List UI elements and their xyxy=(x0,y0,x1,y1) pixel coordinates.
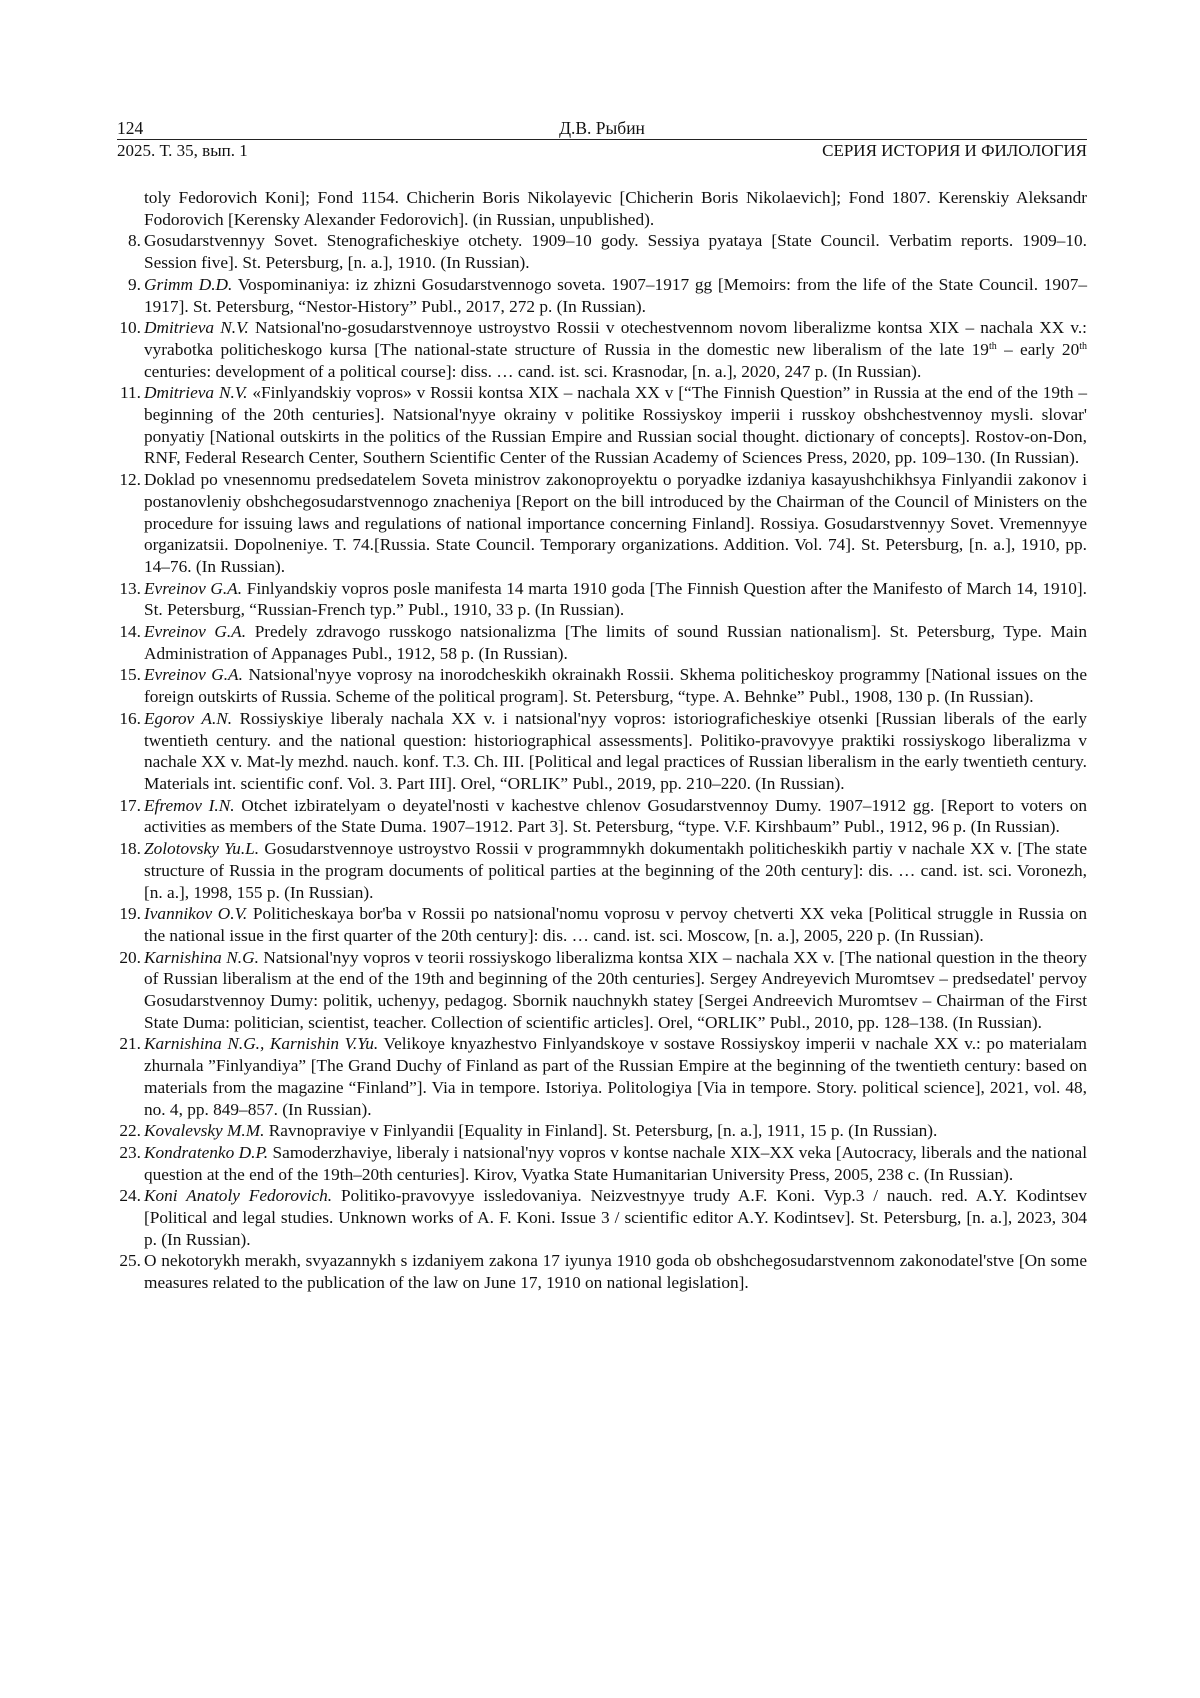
reference-text: Natsional'no-gosudarstvennoye ustroystvo Rossii v otechestvennom novom liberalizme kontsa XIX – nachala XX v.: vyrabotka politicheskogo kursa [The national-state structure of Russia in the domestic new liberalism of the late 19 xyxy=(144,318,1087,359)
reference-text: Natsional'nyye voprosy na inorodcheskikh okrainakh Rossii. Skhema politicheskoy programmy [National issues on the foreign outskirts of Russia. Scheme of the political program]. St. Petersburg, “type. A. Behnke” Publ., 1908, 130 p. (In Russian). xyxy=(144,665,1087,706)
reference-item-21 xyxy=(117,1033,1087,1120)
reference-item-16 xyxy=(117,708,1087,795)
reference-number: 23. xyxy=(103,1142,141,1164)
reference-item-17 xyxy=(117,795,1087,838)
reference-item-8 xyxy=(117,230,1087,273)
reference-authors: Dmitrieva N.V. xyxy=(144,318,249,337)
reference-number: 14. xyxy=(103,621,141,643)
reference-authors: Karnishina N.G. xyxy=(144,948,259,967)
reference-text: Gosudarstvennoye ustroystvo Rossii v programmnykh dokumentakh politicheskikh partiy v nachale XX v. [The state structure of Russia in the program documents of political parties at the beginning of the 20th century]: dis. … cand. ist. sci. Voronezh, [n. a.], 1998, 155 p. (In Russian). xyxy=(144,839,1087,901)
reference-text-mid: – early 20 xyxy=(997,340,1079,359)
reference-authors: Zolotovsky Yu.L. xyxy=(144,839,259,858)
reference-number: 17. xyxy=(103,795,141,817)
reference-number: 10. xyxy=(103,317,141,339)
reference-number: 15. xyxy=(103,664,141,686)
page-header xyxy=(117,118,1087,162)
reference-number: 16. xyxy=(103,708,141,730)
reference-text: Samoderzhaviye, liberaly i natsional'nyy vopros v kontse nachale XIX–XX veka [Autocracy, liberals and the national question at the end of the 19th–20th centuries]. Kirov, Vyatka State Humanitarian University Press, 2005, 238 c. (In Russian). xyxy=(144,1143,1087,1184)
header-row-top xyxy=(117,118,1087,139)
reference-item-9 xyxy=(117,274,1087,317)
reference-item-19 xyxy=(117,903,1087,946)
reference-text: Vospominaniya: iz zhizni Gosudarstvennogo soveta. 1907–1917 gg [Memoirs: from the life of the State Council. 1907–1917]. St. Petersburg, “Nestor-History” Publ., 2017, 272 p. (In Russian). xyxy=(144,275,1087,316)
reference-number: 12. xyxy=(103,469,141,491)
superscript-th: th xyxy=(989,341,997,352)
reference-continued: toly Fedorovich Koni]; Fond 1154. Chicherin Boris Nikolayevic [Chicherin Boris Nikolaevich]; Fond 1807. Kerenskiy Aleksandr Fodorovich [Kerensky Alexander Fedorovich]. (in Russian, unpublished). xyxy=(117,187,1087,230)
reference-item-13 xyxy=(117,578,1087,621)
reference-text: Politicheskaya bor'ba v Rossii po natsional'nomu voprosu v pervoy chetverti XX veka [Political struggle in Russia on the national issue in the first quarter of the 20th century]: dis. … cand. ist. sci. Moscow, [n. a.], 2005, 220 p. (In Russian). xyxy=(144,904,1087,945)
reference-authors: Dmitrieva N.V. xyxy=(144,383,247,402)
reference-number: 25. xyxy=(103,1250,141,1272)
reference-text: Politiko-pravovyye issledovaniya. Neizvestnyye trudy A.F. Koni. Vyp.3 / nauch. red. A.Y. Kodintsev [Political and legal studies. Unknown works of A. F. Koni. Issue 3 / scientific editor A.Y. Kodintsev]. St. Petersburg, [n. a.], 2023, 304 p. (In Russian). xyxy=(144,1186,1087,1248)
reference-number: 24. xyxy=(103,1185,141,1207)
reference-item-23 xyxy=(117,1142,1087,1185)
page-number: 124 xyxy=(117,118,143,139)
reference-authors: Ivannikov O.V. xyxy=(144,904,247,923)
journal-issue: 2025. Т. 35, вып. 1 xyxy=(117,140,248,162)
reference-item-22 xyxy=(117,1120,1087,1142)
reference-authors: Efremov I.N. xyxy=(144,796,235,815)
reference-number: 8. xyxy=(117,230,141,252)
reference-text: Velikoye knyazhestvo Finlyandskoye v sostave Rossiyskoy imperii v nachale XX v.: po materialam zhurnala ”Finlyandiya” [The Grand Duchy of Finland as part of the Russian Empire at the beginning of the twentieth century: based on materials from the magazine “Finland”]. Via in tempore. Istoriya. Politologiya [Via in tempore. Story. political science], 2021, vol. 48, no. 4, pp. 849–857. (In Russian). xyxy=(144,1034,1087,1118)
reference-text: «Finlyandskiy vopros» v Rossii kontsa XIX – nachala XX v [“The Finnish Question” in Russia at the end of the 19th – beginning of the 20th centuries]. Natsional'nyye okrainy v politike Rossiyskoy imperii i russkoy obshchestvennoy mysli. slovar' ponyatiy [National outskirts in the politics of the Russian Empire and Russian social thought. dictionary of concepts]. Rostov-on-Don, RNF, Federal Research Center, Southern Scientific Center of the Russian Academy of Sciences Press, 2020, pp. 109–130. (In Russian). xyxy=(144,383,1087,467)
reference-text: Otchet izbiratelyam o deyatel'nosti v kachestve chlenov Gosudarstvennoy Dumy. 1907–1912 gg. [Report to voters on activities as members of the State Duma. 1907–1912. Part 3]. St. Petersburg, “type. V.F. Kirshbaum” Publ., 1912, 96 p. (In Russian). xyxy=(144,796,1087,837)
reference-number: 18. xyxy=(103,838,141,860)
reference-authors: Egorov A.N. xyxy=(144,709,232,728)
reference-authors: Kondratenko D.P. xyxy=(144,1143,268,1162)
reference-text-end: centuries: development of a political course]: diss. … cand. ist. sci. Krasnodar, [n. a.], 2020, 247 p. (In Russian). xyxy=(144,362,921,381)
reference-text: Gosudarstvennyy Sovet. Stenograficheskiye otchety. 1909–10 gody. Sessiya pyataya [State Council. Verbatim reports. 1909–10. Session five]. St. Petersburg, [n. a.], 1910. (In Russian). xyxy=(144,231,1087,272)
reference-item-18 xyxy=(117,838,1087,903)
reference-text: Ravnopraviye v Finlyandii [Equality in Finland]. St. Petersburg, [n. a.], 1911, 15 p. (In Russian). xyxy=(269,1121,938,1140)
reference-authors: Evreinov G.A. xyxy=(144,665,243,684)
header-row-bottom xyxy=(117,139,1087,162)
reference-item-15 xyxy=(117,664,1087,707)
journal-series: СЕРИЯ ИСТОРИЯ И ФИЛОЛОГИЯ xyxy=(822,140,1087,162)
reference-number: 20. xyxy=(103,947,141,969)
reference-item-24 xyxy=(117,1185,1087,1250)
reference-number: 9. xyxy=(117,274,141,296)
reference-number: 21. xyxy=(103,1033,141,1055)
reference-text: Finlyandskiy vopros posle manifesta 14 marta 1910 goda [The Finnish Question after the Manifesto of March 14, 1910]. St. Petersburg, “Russian-French typ.” Publ., 1910, 33 p. (In Russian). xyxy=(144,579,1087,620)
reference-text: O nekotorykh merakh, svyazannykh s izdaniyem zakona 17 iyunya 1910 goda ob obshchegosudarstvennom zakonodatel'stve [On some measures related to the publication of the law on June 17, 1910 on national legislation]. xyxy=(144,1251,1087,1292)
reference-number: 19. xyxy=(103,903,141,925)
reference-item-10 xyxy=(117,317,1087,382)
reference-authors: Koni Anatoly Fedorovich. xyxy=(144,1186,332,1205)
reference-authors: Karnishina N.G., Karnishin V.Yu. xyxy=(144,1034,378,1053)
reference-item-25 xyxy=(117,1250,1087,1293)
reference-authors: Evreinov G.A. xyxy=(144,622,246,641)
reference-text: Rossiyskiye liberaly nachala XX v. i natsional'nyy vopros: istoriograficheskiye otsenki [Russian liberals of the early twentieth century. and the national question: historiographical assessments]. Politiko-pravovyye praktiki rossiyskogo liberalizma v nachale XX v. Mat-ly mezhd. nauch. konf. T.3. Ch. III. [Political and legal practices of Russian liberalism in the early twentieth century. Materials int. scientific conf. Vol. 3. Part III]. Orel, “ORLIK” Publ., 2019, pp. 210–220. (In Russian). xyxy=(144,709,1087,793)
running-author: Д.В. Рыбин xyxy=(117,118,1087,139)
superscript-th: th xyxy=(1079,341,1087,352)
reference-text: Natsional'nyy vopros v teorii rossiyskogo liberalizma kontsa XIX – nachala XX v. [The national question in the theory of Russian liberalism at the end of the 19th and beginning of the 20th centuries]. Sergey Andreyevich Muromtsev – predsedatel' pervoy Gosudarstvennoy Dumy: politik, uchenyy, pedagog. Sbornik nauchnykh statey [Sergei Andreevich Muromtsev – Chairman of the First State Duma: politician, scientist, teacher. Collection of scientific articles]. Orel, “ORLIK” Publ., 2010, pp. 128–138. (In Russian). xyxy=(144,948,1087,1032)
reference-list xyxy=(117,187,1087,1294)
reference-text: Predely zdravogo russkogo natsionalizma [The limits of sound Russian nationalism]. St. Petersburg, Type. Main Administration of Appanages Publ., 1912, 58 p. (In Russian). xyxy=(144,622,1087,663)
reference-item-14 xyxy=(117,621,1087,664)
reference-item-20 xyxy=(117,947,1087,1034)
reference-item-12 xyxy=(117,469,1087,578)
reference-number: 22. xyxy=(103,1120,141,1142)
reference-authors: Kovalevsky M.M. xyxy=(144,1121,264,1140)
reference-authors: Evreinov G.A. xyxy=(144,579,242,598)
reference-number: 13. xyxy=(103,578,141,600)
reference-item-11 xyxy=(117,382,1087,469)
reference-authors: Grimm D.D. xyxy=(144,275,232,294)
reference-text: Doklad po vnesennomu predsedatelem Soveta ministrov zakonoproyektu o poryadke izdaniya kasayushchikhsya Finlyandii zakonov i postanovleniy obshchegosudarstvennogo znacheniya [Report on the bill introduced by the Chairman of the Council of Ministers on the procedure for issuing laws and regulations of national importance concerning Finland]. Rossiya. Gosudarstvennyy Sovet. Vremennyye organizatsii. Dopolneniye. T. 74.[Russia. State Council. Temporary organizations. Addition. Vol. 74]. St. Petersburg, [n. a.], 1910, pp. 14–76. (In Russian). xyxy=(144,470,1087,576)
reference-number: 11. xyxy=(103,382,141,404)
